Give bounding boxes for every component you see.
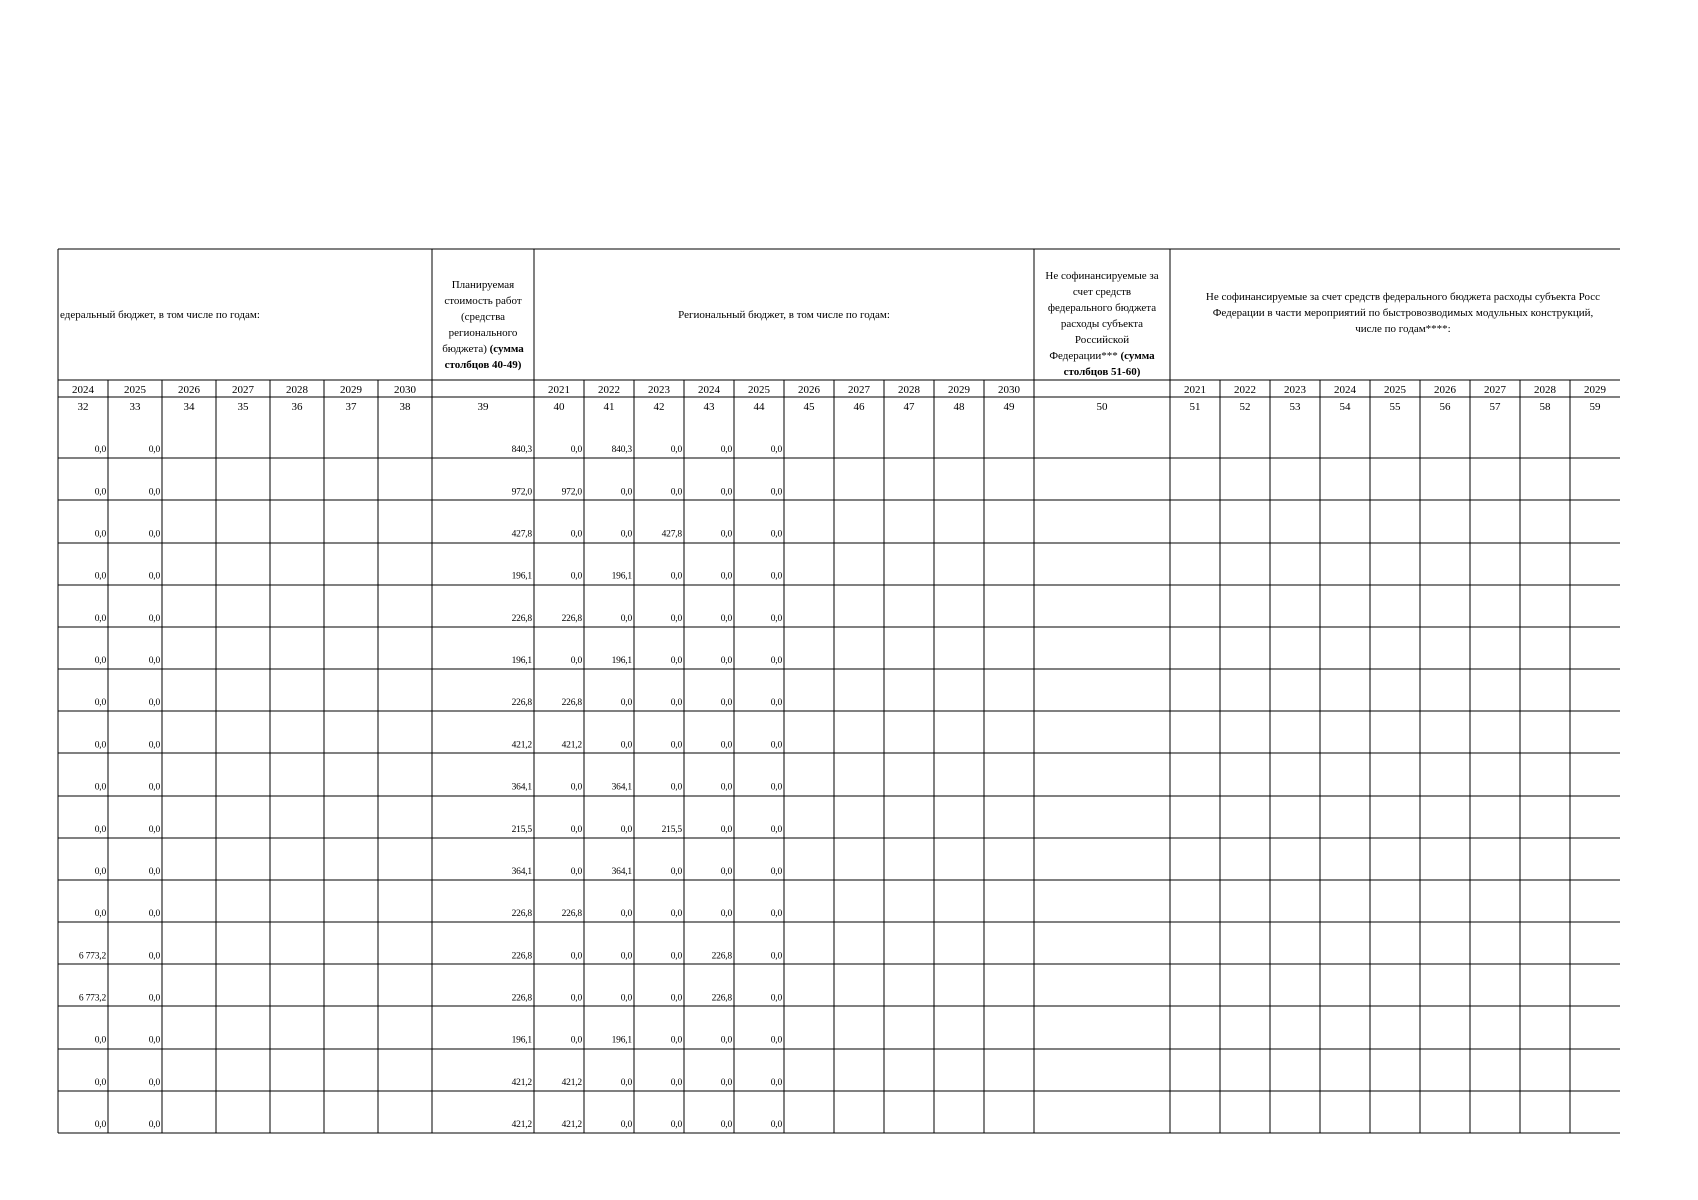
data-cell: 0,0 (94, 1035, 106, 1046)
data-cell: 0,0 (670, 487, 682, 498)
data-cell: 0,0 (148, 951, 160, 962)
column-number-cell: 57 (1489, 401, 1501, 413)
data-cell: 0,0 (148, 824, 160, 835)
column-number-cell: 47 (903, 401, 915, 413)
data-cell: 215,5 (511, 824, 532, 835)
year-cell: 2021 (1184, 384, 1206, 396)
header-federal-budget: едеральный бюджет, в том числе по годам: (60, 309, 260, 321)
data-cell: 427,8 (661, 529, 682, 540)
data-cell: 0,0 (148, 1035, 160, 1046)
header-modular-line: Федерации в части мероприятий по быстровозводимых модульных конструкций, (1212, 307, 1594, 319)
header-modular-line: числе по годам****: (1355, 323, 1451, 335)
data-cell: 226,8 (511, 698, 532, 709)
data-cell: 840,3 (611, 445, 632, 456)
data-cell: 364,1 (511, 782, 532, 793)
data-cell: 0,0 (148, 487, 160, 498)
data-cell: 0,0 (670, 445, 682, 456)
column-number-cell: 32 (77, 401, 89, 413)
data-cell: 0,0 (720, 487, 732, 498)
data-cell: 0,0 (770, 951, 782, 962)
data-cell: 427,8 (511, 529, 532, 540)
data-cell: 226,8 (561, 613, 582, 624)
data-cell: 0,0 (620, 1120, 632, 1130)
data-cell: 0,0 (720, 824, 732, 835)
header-planned-cost-line: стоимость работ (444, 295, 522, 307)
column-number-cell: 50 (1096, 401, 1108, 413)
data-cell: 0,0 (94, 824, 106, 835)
column-number-cell: 52 (1239, 401, 1251, 413)
data-cell: 196,1 (611, 1035, 632, 1046)
data-cell: 0,0 (570, 529, 582, 540)
data-cell: 364,1 (611, 782, 632, 793)
column-number-cell: 42 (653, 401, 665, 413)
header-not-cofinanced-line: Федерации*** (сумма (1049, 350, 1155, 362)
data-cell: 0,0 (770, 698, 782, 709)
data-cell: 0,0 (148, 1120, 160, 1130)
data-cell: 0,0 (620, 909, 632, 920)
data-cell: 6 773,2 (78, 993, 106, 1004)
header-not-cofinanced-line: счет средств (1072, 286, 1132, 298)
year-cell: 2025 (1384, 384, 1406, 396)
data-cell: 0,0 (570, 951, 582, 962)
data-cell: 364,1 (611, 866, 632, 877)
header-planned-cost-line: бюджета) (сумма (442, 343, 524, 355)
data-cell: 0,0 (620, 1077, 632, 1088)
column-number-cell: 54 (1339, 401, 1351, 413)
year-cell: 2026 (178, 384, 200, 396)
data-cell: 0,0 (148, 529, 160, 540)
year-cell: 2023 (648, 384, 670, 396)
column-number-cell: 49 (1003, 401, 1015, 413)
data-cell: 0,0 (720, 698, 732, 709)
data-cell: 0,0 (94, 613, 106, 624)
column-number-cell: 35 (237, 401, 249, 413)
data-cell: 421,2 (511, 1120, 532, 1130)
column-number-cell: 39 (477, 401, 489, 413)
data-cell: 196,1 (511, 1035, 532, 1046)
data-cell: 0,0 (570, 1035, 582, 1046)
data-cell: 0,0 (570, 866, 582, 877)
data-cell: 0,0 (770, 571, 782, 582)
year-cell: 2024 (72, 384, 94, 396)
data-cell: 0,0 (94, 445, 106, 456)
data-cell: 0,0 (670, 1035, 682, 1046)
data-cell: 0,0 (670, 1077, 682, 1088)
data-cell: 0,0 (770, 656, 782, 667)
data-cell: 0,0 (770, 445, 782, 456)
data-cell: 0,0 (148, 698, 160, 709)
data-cell: 226,8 (511, 951, 532, 962)
data-cell: 0,0 (720, 909, 732, 920)
data-cell: 226,8 (561, 909, 582, 920)
data-cell: 421,2 (511, 1077, 532, 1088)
year-cell: 2029 (948, 384, 970, 396)
header-not-cofinanced-line: федерального бюджета (1047, 302, 1157, 314)
header-not-cofinanced-line: столбцов 51-60) (1063, 366, 1141, 378)
data-cell: 226,8 (561, 698, 582, 709)
header-not-cofinanced-line: расходы субъекта (1060, 318, 1144, 330)
year-cell: 2030 (998, 384, 1020, 396)
column-number-cell: 40 (553, 401, 565, 413)
data-cell: 0,0 (770, 909, 782, 920)
column-number-cell: 34 (183, 401, 195, 413)
year-cell: 2028 (1534, 384, 1556, 396)
year-cell: 2028 (286, 384, 308, 396)
data-cell: 0,0 (670, 571, 682, 582)
data-cell: 0,0 (570, 571, 582, 582)
year-cell: 2025 (748, 384, 770, 396)
data-cell: 0,0 (94, 698, 106, 709)
data-cell: 0,0 (670, 993, 682, 1004)
data-cell: 0,0 (94, 571, 106, 582)
year-cell: 2023 (1284, 384, 1306, 396)
data-cell: 0,0 (670, 656, 682, 667)
data-cell: 0,0 (94, 1120, 106, 1130)
data-cell: 0,0 (570, 656, 582, 667)
column-number-cell: 48 (953, 401, 965, 413)
data-cell: 226,8 (511, 613, 532, 624)
data-cell: 0,0 (770, 529, 782, 540)
data-cell: 0,0 (94, 487, 106, 498)
header-regional-budget: Региональный бюджет, в том числе по годам: (678, 309, 890, 321)
data-cell: 196,1 (511, 571, 532, 582)
data-cell: 196,1 (611, 571, 632, 582)
header-not-cofinanced-line: Не софинансируемые за (1045, 270, 1159, 282)
column-number-cell: 51 (1189, 401, 1201, 413)
data-cell: 0,0 (770, 613, 782, 624)
data-cell: 0,0 (94, 782, 106, 793)
data-cell: 0,0 (148, 571, 160, 582)
header-not-cofinanced-line: Российской (1074, 334, 1130, 346)
year-cell: 2021 (548, 384, 570, 396)
data-cell: 0,0 (720, 1077, 732, 1088)
data-cell: 0,0 (720, 740, 732, 751)
column-number-cell: 36 (291, 401, 303, 413)
data-cell: 0,0 (148, 909, 160, 920)
data-cell: 0,0 (148, 613, 160, 624)
data-cell: 0,0 (720, 782, 732, 793)
data-cell: 0,0 (94, 1077, 106, 1088)
data-cell: 0,0 (670, 951, 682, 962)
year-cell: 2029 (340, 384, 362, 396)
data-cell: 0,0 (620, 613, 632, 624)
data-cell: 0,0 (720, 1120, 732, 1130)
data-cell: 0,0 (770, 1120, 782, 1130)
data-cell: 0,0 (570, 993, 582, 1004)
data-cell: 0,0 (670, 1120, 682, 1130)
data-cell: 226,8 (711, 993, 732, 1004)
data-cell: 0,0 (670, 698, 682, 709)
data-cell: 0,0 (670, 909, 682, 920)
data-cell: 0,0 (148, 866, 160, 877)
data-cell: 972,0 (511, 487, 532, 498)
header-planned-cost-line: столбцов 40-49) (444, 359, 522, 371)
data-cell: 0,0 (620, 993, 632, 1004)
data-cell: 0,0 (670, 866, 682, 877)
data-cell: 0,0 (670, 613, 682, 624)
column-number-cell: 56 (1439, 401, 1451, 413)
data-cell: 226,8 (711, 951, 732, 962)
data-cell: 0,0 (148, 445, 160, 456)
column-number-cell: 37 (345, 401, 357, 413)
column-number-cell: 43 (703, 401, 715, 413)
column-number-cell: 41 (603, 401, 615, 413)
data-cell: 364,1 (511, 866, 532, 877)
data-cell: 0,0 (770, 740, 782, 751)
year-cell: 2026 (1434, 384, 1456, 396)
data-cell: 0,0 (670, 782, 682, 793)
year-cell: 2027 (1484, 384, 1506, 396)
data-cell: 0,0 (620, 529, 632, 540)
data-cell: 0,0 (770, 1035, 782, 1046)
data-cell: 0,0 (670, 740, 682, 751)
data-cell: 0,0 (620, 951, 632, 962)
data-cell: 0,0 (94, 656, 106, 667)
year-cell: 2022 (1234, 384, 1256, 396)
data-cell: 840,3 (511, 445, 532, 456)
data-cell: 0,0 (770, 1077, 782, 1088)
data-cell: 0,0 (620, 487, 632, 498)
year-cell: 2026 (798, 384, 820, 396)
data-cell: 0,0 (148, 993, 160, 1004)
column-number-cell: 45 (803, 401, 815, 413)
column-number-cell: 46 (853, 401, 865, 413)
data-cell: 0,0 (94, 909, 106, 920)
column-number-cell: 44 (753, 401, 765, 413)
data-cell: 0,0 (720, 866, 732, 877)
data-cell: 226,8 (511, 993, 532, 1004)
data-cell: 421,2 (561, 1077, 582, 1088)
data-cell: 0,0 (720, 445, 732, 456)
data-cell: 0,0 (570, 782, 582, 793)
data-cell: 196,1 (511, 656, 532, 667)
data-cell: 0,0 (620, 698, 632, 709)
data-cell: 0,0 (720, 571, 732, 582)
header-modular-line: Не софинансируемые за счет средств федерального бюджета расходы субъекта Росс (1205, 291, 1601, 303)
data-cell: 972,0 (561, 487, 582, 498)
data-cell: 0,0 (720, 529, 732, 540)
data-cell: 196,1 (611, 656, 632, 667)
data-cell: 0,0 (570, 445, 582, 456)
year-cell: 2024 (1334, 384, 1356, 396)
column-number-cell: 53 (1289, 401, 1301, 413)
data-cell: 0,0 (94, 740, 106, 751)
year-cell: 2027 (232, 384, 254, 396)
data-cell: 0,0 (620, 740, 632, 751)
header-planned-cost-line: регионального (448, 327, 518, 339)
data-cell: 421,2 (511, 740, 532, 751)
data-cell: 0,0 (620, 824, 632, 835)
year-cell: 2027 (848, 384, 870, 396)
data-cell: 0,0 (148, 782, 160, 793)
column-number-cell: 33 (129, 401, 141, 413)
column-number-cell: 59 (1589, 401, 1601, 413)
column-number-cell: 58 (1539, 401, 1551, 413)
data-cell: 0,0 (94, 529, 106, 540)
header-planned-cost-line: (средства (461, 311, 505, 323)
year-cell: 2029 (1584, 384, 1606, 396)
year-cell: 2025 (124, 384, 146, 396)
data-cell: 0,0 (720, 656, 732, 667)
data-cell: 226,8 (511, 909, 532, 920)
data-cell: 0,0 (148, 1077, 160, 1088)
data-cell: 0,0 (770, 824, 782, 835)
column-number-cell: 55 (1389, 401, 1401, 413)
column-number-cell: 38 (399, 401, 411, 413)
data-cell: 0,0 (94, 866, 106, 877)
data-cell: 0,0 (148, 740, 160, 751)
data-cell: 0,0 (770, 866, 782, 877)
data-cell: 421,2 (561, 740, 582, 751)
data-cell: 0,0 (148, 656, 160, 667)
data-cell: 421,2 (561, 1120, 582, 1130)
data-cell: 0,0 (570, 824, 582, 835)
data-cell: 0,0 (770, 993, 782, 1004)
data-cell: 0,0 (720, 613, 732, 624)
data-cell: 215,5 (661, 824, 682, 835)
year-cell: 2028 (898, 384, 920, 396)
data-cell: 6 773,2 (78, 951, 106, 962)
data-cell: 0,0 (770, 782, 782, 793)
header-planned-cost-line: Планируемая (451, 279, 515, 291)
year-cell: 2024 (698, 384, 720, 396)
year-cell: 2030 (394, 384, 416, 396)
data-cell: 0,0 (720, 1035, 732, 1046)
year-cell: 2022 (598, 384, 620, 396)
data-cell: 0,0 (770, 487, 782, 498)
